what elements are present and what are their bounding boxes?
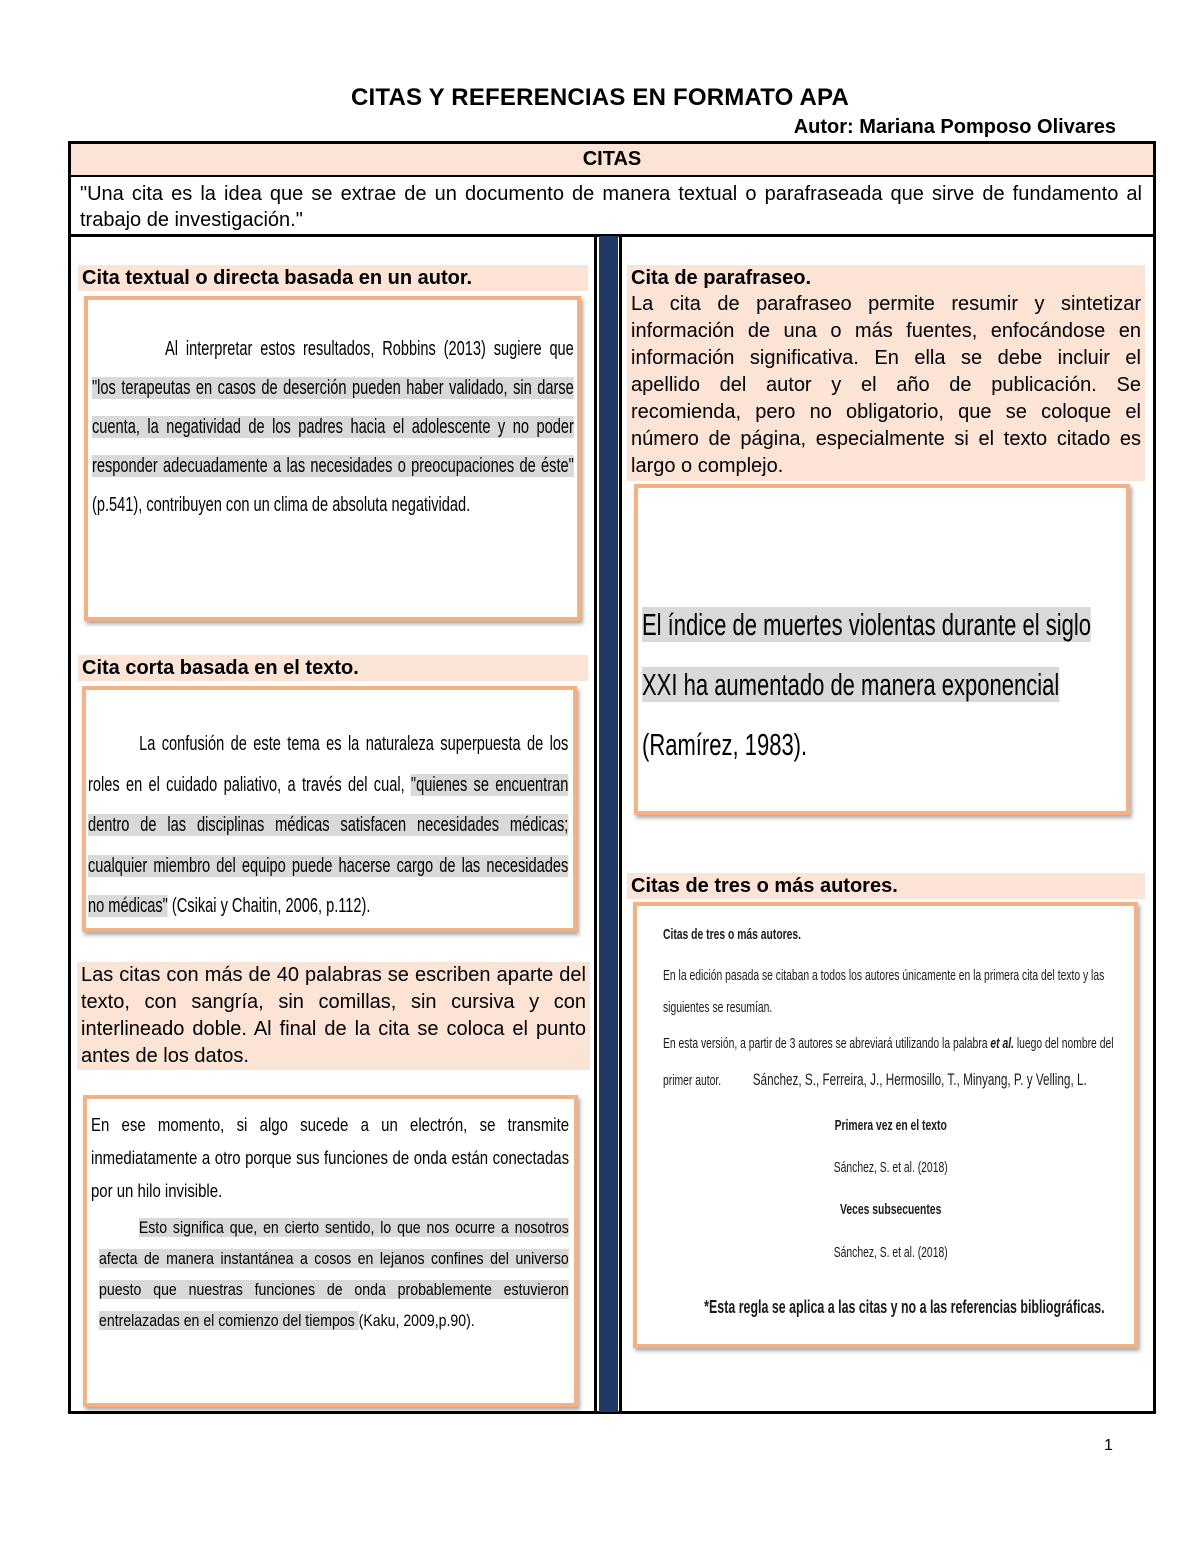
example-box-cita-parafraseo — [634, 484, 1130, 815]
example-tres-autores-content — [663, 924, 1118, 1319]
example-cita-textual-pre: Al interpretar estos resultados, Robbins (2013) sugiere que — [165, 338, 574, 360]
example-cita-larga-intro: En ese momento, si algo sucede a un electrón, se transmite inmediatamente a otro porque sus funciones de onda están conectadas por un hilo invisible. — [91, 1115, 570, 1201]
label-cita-corta: Cita corta basada en el texto. — [78, 655, 588, 681]
example-tres-autores-line2 — [663, 1026, 1118, 1099]
example-tres-autores-later-heading: Veces subsecuentes — [840, 1201, 942, 1218]
example-tres-autores-note: *Esta regla se aplica a las citas y no a las referencias bibliográficas. — [704, 1297, 1105, 1317]
example-cita-parafraseo-text — [642, 595, 1125, 775]
column-divider-left — [594, 236, 597, 1412]
example-tres-autores-line1: En la edición pasada se citaban a todos los autores únicamente en la primera cita del texto y las siguientes se resumían. — [663, 967, 1105, 1016]
citas-definition: "Una cita es la idea que se extrae de un documento de manera textual o parafraseada que sirve de fundamento al trabajo de investigación." — [80, 183, 1142, 231]
example-tres-autores-first-heading: Primera vez en el texto — [834, 1117, 947, 1134]
example-box-cita-larga — [83, 1095, 578, 1407]
cita-parafraseo-description: La cita de parafraseo permite resumir y sintetizar información de una o más fuentes, enfocándose en información significativa. En ella se debe incluir el apellido del autor y el año de publicación. Se recomienda, pero no obligatorio, que se coloque el número de página, especialmente si el texto citado es largo o complejo. — [627, 291, 1145, 481]
example-cita-corta-post: (Csikai y Chaitin, 2006, p.112). — [167, 895, 371, 917]
example-box-cita-corta — [82, 686, 577, 932]
example-cita-textual-quote: "los terapeutas en casos de deserción pueden haber validado, sin darse cuenta, la negatividad de los padres hacia el adolescente y no poder responder adecuadamente a las necesidades o preocupaciones de éste" — [92, 377, 574, 477]
citas-header: CITAS — [71, 144, 1153, 177]
label-cita-textual: Cita textual o directa basada en un autor. — [78, 265, 588, 291]
example-box-cita-textual — [84, 296, 581, 621]
example-cita-corta-pre: La confusión de este tema es la naturaleza superpuesta de los roles en el cuidado paliativo, a través del cual, — [88, 733, 569, 796]
example-tres-autores-etal: et al. — [990, 1035, 1014, 1052]
cita-larga-description: Las citas con más de 40 palabras se escriben aparte del texto, con sangría, sin comillas, sin cursiva y con interlineado doble. Al final de la cita se coloca el punto antes de los datos. — [77, 962, 590, 1070]
example-tres-autores-authors: Sánchez, S., Ferreira, J., Hermosillo, T., Minyang, P. y Velling, L. — [752, 1070, 1087, 1089]
example-cita-larga-post: (Kaku, 2009,p.90). — [358, 1311, 475, 1330]
label-cita-parafraseo: Cita de parafraseo. — [627, 265, 1145, 291]
document-author: Autor: Mariana Pomposo Olivares — [793, 116, 1116, 138]
column-divider-right — [619, 236, 622, 1412]
column-divider-bar — [599, 236, 618, 1412]
document-title: CITAS Y REFERENCIAS EN FORMATO APA — [351, 84, 849, 111]
example-tres-autores-line2-pre: En esta versión, a partir de 3 autores se abreviará utilizando la palabra — [663, 1035, 991, 1052]
example-tres-autores-first-cite: Sánchez, S. et al. (2018) — [833, 1159, 948, 1176]
example-tres-autores-line2-post: luego del nombre del primer autor. — [663, 1035, 1114, 1089]
example-cita-larga-block — [99, 1212, 569, 1336]
label-cita-tres-autores: Citas de tres o más autores. — [627, 873, 1145, 899]
example-cita-larga-quote: Esto significa que, en cierto sentido, lo que nos ocurre a nosotros afecta de manera instantánea a cosos en lejanos confines del universo puesto que nuestras funciones de onda probablemente estuvieron entrelazadas en el comienzo del tiempos — [99, 1218, 569, 1330]
example-box-cita-tres-autores — [633, 902, 1138, 1348]
example-cita-parafraseo-quote: El índice de muertes violentas durante el siglo XXI ha aumentado de manera exponencial — [642, 607, 1092, 702]
example-tres-autores-title: Citas de tres o más autores. — [663, 926, 802, 943]
example-cita-textual-text — [92, 330, 574, 525]
example-cita-corta-quote: "quienes se encuentran dentro de las disciplinas médicas satisfacen necesidades médicas; cualquier miembro del equipo puede hacerse cargo de las necesidades no médicas" — [88, 773, 569, 917]
example-cita-textual-post: (p.541), contribuyen con un clima de absoluta negatividad. — [92, 494, 471, 516]
example-cita-parafraseo-post: (Ramírez, 1983). — [642, 727, 808, 762]
example-tres-autores-later-cite: Sánchez, S. et al. (2018) — [833, 1244, 948, 1261]
example-cita-corta-text — [88, 724, 568, 927]
page-number: 1 — [1104, 1437, 1113, 1454]
